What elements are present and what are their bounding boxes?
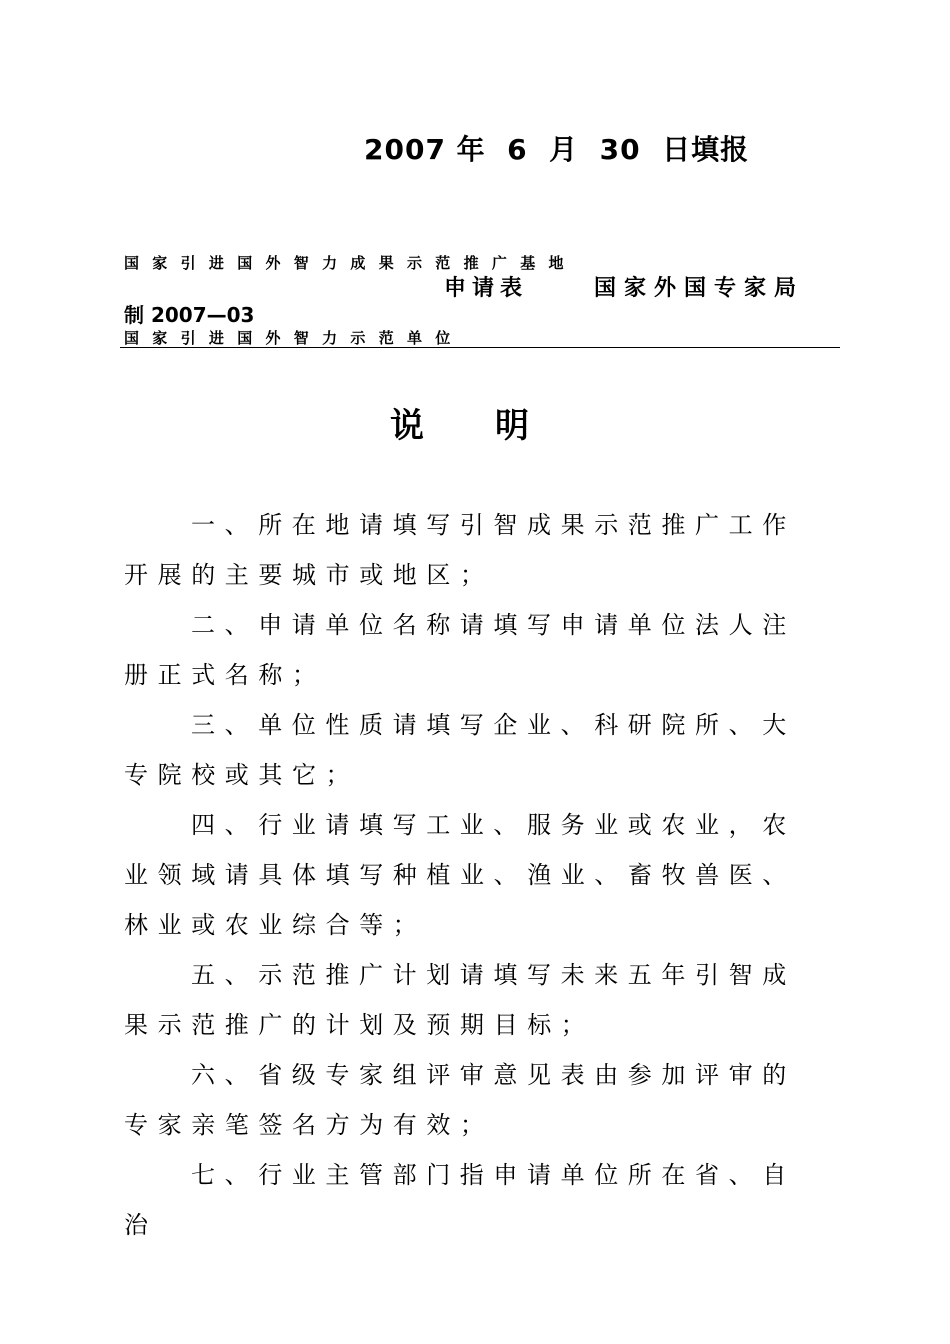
instruction-item: 二、申请单位名称请填写申请单位法人注册正式名称；	[124, 611, 796, 689]
instructions-body	[124, 500, 826, 1250]
instructions-title: 说 明	[390, 406, 530, 446]
filing-date: 2007 年 6 月 30 日填报	[364, 133, 750, 166]
header-unit-name: 国家引进国外智力示范单位	[124, 329, 464, 347]
instruction-item: 三、单位性质请填写企业、科研院所、大专院校或其它；	[124, 711, 796, 789]
instruction-item: 六、省级专家组评审意见表由参加评审的专家亲笔签名方为有效；	[124, 1061, 796, 1139]
header-base-name: 国家引进国外智力成果示范推广基地	[124, 254, 577, 272]
header-divider	[120, 347, 840, 348]
instruction-item: 七、行业主管部门指申请单位所在省、自治	[124, 1161, 796, 1239]
document-code: 制 2007—03	[124, 303, 255, 327]
issuing-authority: 国家外国专家局	[594, 276, 805, 301]
form-name: 申请表	[444, 276, 529, 301]
instruction-item: 四、行业请填写工业、服务业或农业，农业领域请具体填写种植业、渔业、畜牧兽医、林业或农业综合等；	[124, 811, 796, 939]
instruction-item: 五、示范推广计划请填写未来五年引智成果示范推广的计划及预期目标；	[124, 961, 796, 1039]
instruction-item: 一、所在地请填写引智成果示范推广工作开展的主要城市或地区；	[124, 511, 796, 589]
